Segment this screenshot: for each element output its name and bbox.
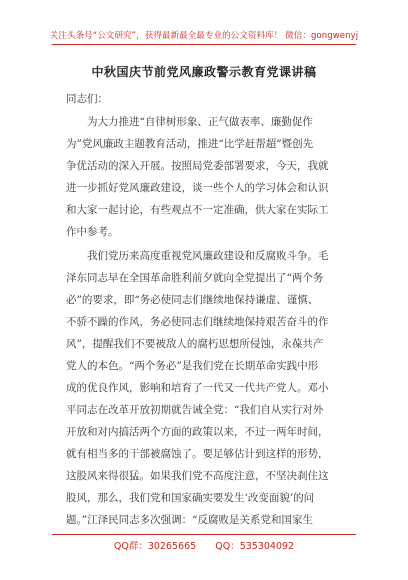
paragraph-line: 平同志在改革开放初期就告诫全党：“我们自从实行对外 [66, 404, 324, 416]
document-title: 中秋国庆节前党风廉政警示教育党课讲稿 [91, 65, 317, 79]
paragraph-line: 作中参考。 [66, 226, 119, 238]
salutation: 同志们： [66, 93, 108, 105]
paragraph-line: 题。”江泽民同志多次强调：“反腐败是关系党和国家生 [66, 514, 313, 526]
footer-qq-group: QQ群：30265665 [113, 541, 197, 552]
header-divider [52, 44, 356, 45]
paragraph-line: 和大家一起讨论，有些观点不一定准确，供大家在实际工 [66, 204, 329, 216]
paragraph-line: 进一步抓好党风廉政建设，谈一些个人的学习体会和认识 [66, 182, 329, 194]
paragraph-line: 党人的本色。“两个务必”是我们党在长期革命实践中形 [66, 360, 319, 372]
paragraph-line: 这股风来得很猛。如果我们党不高度注意，不坚决刹住这 [66, 470, 329, 482]
paragraph-line: 争优活动的深入开展。按照局党委部署要求，今天，我就 [66, 160, 329, 172]
footer-qq: QQ：535304092 [215, 541, 295, 552]
paragraph-1 [66, 111, 348, 243]
paragraph-line: 我们党历来高度重视党风廉政建设和反腐败斗争。毛 [87, 250, 329, 262]
page-footer [0, 538, 408, 552]
paragraph-line: 成的优良作风，影响和培育了一代又一代共产党人。邓小 [66, 382, 329, 394]
paragraph-line: 股风，那么，我们党和国家确实要发生‘改变面貌’的问 [66, 492, 315, 504]
paragraph-line: 开放和对内搞活两个方面的政策以来，不过一两年时间， [66, 426, 329, 438]
paragraph-line: 就有相当多的干部被腐蚀了。要足够估计到这样的形势， [66, 448, 329, 460]
paragraph-line: 不骄不躁的作风，务必使同志们继续地保持艰苦奋斗的作 [66, 316, 329, 328]
paragraph-2 [66, 245, 348, 531]
header-banner: 关注头条号“公文研究”，获得最新最全最专业的公文资料库！ 微信：gongwenyj [49, 31, 359, 41]
paragraph-line: 为大力推进“自律树形象、正气做表率、廉勤促作 [87, 116, 313, 128]
paragraph-line: 风”，提醒我们不要被敌人的腐朽思想所侵蚀，永葆共产 [66, 338, 324, 350]
page-header [0, 0, 408, 40]
paragraph-line: 泽东同志早在全国革命胜利前夕就向全党提出了“两个务 [66, 272, 324, 284]
paragraph-line: 必”的要求，即“务必使同志们继续地保持谦虚、谨慎、 [66, 294, 319, 306]
footer-divider [52, 534, 356, 535]
paragraph-line: 为”党风廉政主题教育活动，推进“比学赶帮超”暨创先 [66, 138, 314, 150]
